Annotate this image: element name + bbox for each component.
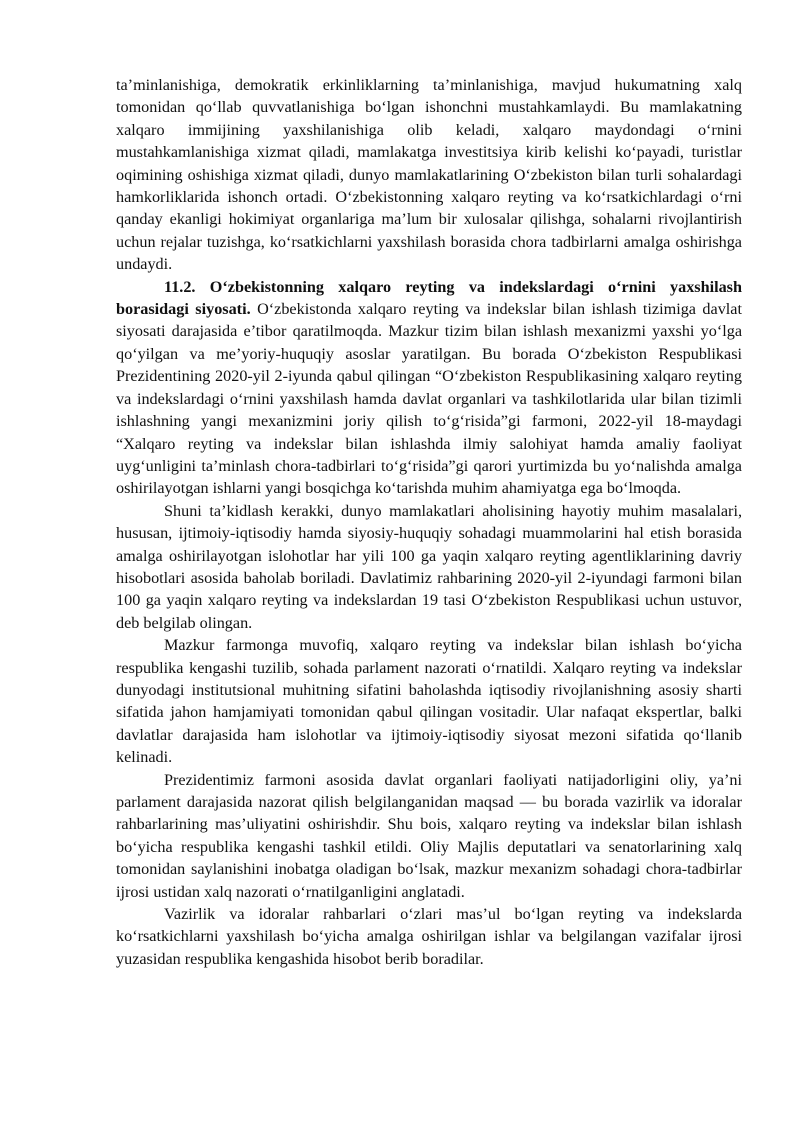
paragraph-6: Vazirlik va idoralar rahbarlari o‘zlari mas’ul bo‘lgan reyting va indekslarda ko‘rsatkichlarni yaxshilash bo‘yicha amalga oshirilgan ishlar va belgilangan vazifalar ijrosi yuzasidan respublika kengashida hisobot berib boradilar. [116,905,742,968]
paragraph-1: ta’minlanishiga, demokratik erkinliklarning ta’minlanishiga, mavjud hukumatning xalq tomonidan qo‘llab quvvatlanishiga bo‘lgan ishonchni mustahkamlaydi. Bu mamlakatning xalqaro immijining yaxshilanishiga olib keladi, xalqaro maydondagi o‘rnini mustahkamlanishiga xizmat qiladi, mamlakatga investitsiya kirib kelishi ko‘payadi, turistlar oqimining oshishiga xizmat qiladi, dunyo mamlakatlarining O‘zbekiston bilan turli sohalardagi hamkorliklarida ishonch ortadi. O‘zbekistonning xalqaro reyting va ko‘rsatkichlardagi o‘rni qanday ekanligi hokimiyat organlariga ma’lum bir xulosalar qilishga, sohalarni rivojlantirish uchun rejalar tuzishga, ko‘rsatkichlarni yaxshilash borasida chora tadbirlarni amalga oshirishga undaydi. [116,76,742,274]
paragraph-2 [116,276,742,500]
paragraph-4: Mazkur farmonga muvofiq, xalqaro reyting va indekslar bilan ishlash bo‘yicha respublika kengashi tuzilib, sohada parlament nazorati o‘rnatildi. Xalqaro reyting va indekslar dunyodagi institutsional muhitning sifatini baholashda iqtisodiy rivojlanishning asosiy sharti sifatida jahon hamjamiyati tomonidan qabul qilingan vositadir. Ular nafaqat ekspertlar, balki davlatlar darajasida ham islohotlar va ijtimoiy-iqtisodiy siyosat mezoni sifatida qo‘llanib kelinadi. [116,636,742,767]
paragraph-2-body: O‘zbekistonda xalqaro reyting va indekslar bilan ishlash tizimiga davlat siyosati darajasida e’tibor qaratilmoqda. Mazkur tizim bilan ishlash mexanizmi yaxshi yo‘lga qo‘yilgan va me’yoriy-huquqiy asoslar yaratilgan. Bu borada O‘zbekiston Respublikasi Prezidentining 2020-yil 2-iyunda qabul qilingan “O‘zbekiston Respublikasining xalqaro reyting va indekslardagi o‘rnini yaxshilash hamda davlat organlari va tashkilotlarida ular bilan tizimli ishlashning yangi mexanizmini joriy qilish to‘g‘risida”gi farmoni, 2022-yil 18-maydagi “Xalqaro reyting va indekslar bilan ishlashda ilmiy salohiyat hamda amaliy faoliyat uyg‘unligini ta’minlash chora-tadbirlari to‘g‘risida”gi qarori yurtimizda bu yo‘nalishda amalga oshirilayotgan ishlarni yangi bosqichga ko‘tarishda muhim ahamiyatga ega bo‘lmoqda. [116,300,742,498]
document-body [116,74,742,970]
section-heading: 11.2. O‘zbekistonning xalqaro reyting va indekslardagi o‘rnini yaxshilash borasidagi siyosati. [116,277,742,319]
paragraph-5: Prezidentimiz farmoni asosida davlat organlari faoliyati natijadorligini oliy, ya’ni parlament darajasida nazorat qilish belgilanganidan maqsad — bu borada vazirlik va idoralar rahbarlarining mas’uliyatini oshirishdir. Shu bois, xalqaro reyting va indekslar bilan ishlash bo‘yicha respublika kengashi tashkil etildi. Oliy Majlis deputatlari va senatorlarining xalq tomonidan saylanishini inobatga oladigan bo‘lsak, mazkur mexanizm sohadagi chora-tadbirlar ijrosi ustidan xalq nazorati o‘rnatilganligini anglatadi. [116,770,742,901]
paragraph-3: Shuni ta’kidlash kerakki, dunyo mamlakatlari aholisining hayotiy muhim masalalari, hususan, ijtimoiy-iqtisodiy hamda siyosiy-huquqiy sohadagi muammolarini hal etish borasida amalga oshirilayotgan islohotlar har yili 100 ga yaqin xalqaro reyting agentliklarining davriy hisobotlari asosida baholab boriladi. Davlatimiz rahbarining 2020-yil 2-iyundagi farmoni bilan 100 ga yaqin xalqaro reyting va indekslardan 19 tasi O‘zbekiston Respublikasi uchun ustuvor, deb belgilab olingan. [116,501,742,632]
